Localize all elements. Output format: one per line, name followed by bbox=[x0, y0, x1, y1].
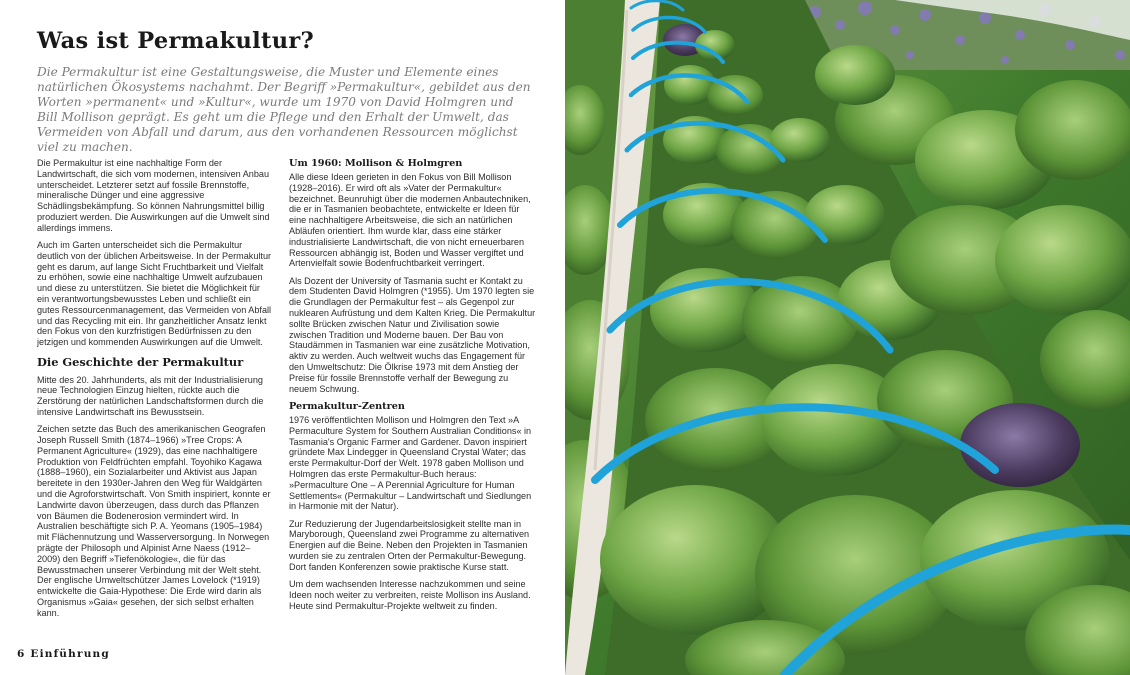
centers-paragraph-2: Zur Reduzierung der Jugendarbeitslosigkeit stellte man in Maryborough, Queensland zwei Programme zu alternativen Energien auf die Beine. Neben den Projekten in Tasmanien wurden sie zu zentralen Orten der Permakultur-Bewegung. Dort fanden Konferenzen sowie praktische Kurse statt. bbox=[289, 518, 530, 572]
history-paragraph-2: Zeichen setzte das Buch des amerikanischen Geografen Joseph Russell Smith (1874–1966) »Tree Crops: A Permanent Agriculture« (1929), das eine nachhaltigere Produktion von Feldfrüchten empfahl. Toyohiko Kagawa (1888–1960), ein Sozialarbeiter und Aktivist aus Japan bereitete in den 1930er-Jahren den Weg für Waldgärten und die Agroforstwirtschaft. Von Smith inspiriert, konnte er Landwirte davon überzeugen, dass durch das Pflanzen von Bäumen die Bodenerosion vermindert wird. In Australien beschäftigte sich P. A. Yeomans (1905–1984) mit Flächennutzung und Wasserversorgung. In Norwegen prägte der Philosoph und Alpinist Arne Naess (1912–2009) den Begriff »Tiefenökologie«, die für das Bewusstmachen unserer Verbindung mit der Welt steht. Der englische Umweltschützer James Lovelock (*1919) entwickelte die Gaia-Hypothese: Die Erde wird darin als Organismus »Gaia« gesehen, der sich selbst erhalten kann. bbox=[37, 424, 271, 618]
centers-paragraph-3: Um dem wachsenden Interesse nachzukommen und seine Ideen noch weiter zu verbreiten, reiste Mollison ins Ausland. Heute sind Permakultur-Projekte weltweit zu finden. bbox=[289, 579, 531, 611]
photo-illustration bbox=[565, 0, 1130, 675]
history-paragraph-1: Mitte des 20. Jahrhunderts, als mit der Industrialisierung neue Technologien Einzug hielten, rückte auch die Zerstörung der natürlichen Landschaftsformen durch die intensive Landwirtschaft ins Bewusstsein. bbox=[37, 374, 264, 417]
mollison-paragraph-2: Als Dozent der University of Tasmania sucht er Kontakt zu dem Studenten David Holmgren (*1955). Um 1970 legten sie die Grundlagen der Permakultur fest – als Gegenpol zur nuklearen Aufrüstung und dem Kalten Krieg. Die Permakultur sollte Brücken zwischen Natur und Zivilisation sowie zwischen Tradition und Moderne bauen. Der Bau von Staudämmen in Tasmanien war eine zusätzliche Motivation, aktiv zu werden. Auch weltweit wuchs das Engagement für den Umweltschutz: Die Ölkrise 1973 mit dem Anstieg der Preise für fossile Brennstoffe verhalf der Bewegung zu neuem Schwung. bbox=[289, 275, 536, 394]
section-heading-centers: Permakultur-Zentren bbox=[289, 400, 405, 412]
lead-paragraph: Die Permakultur ist eine Gestaltungsweise, die Muster und Elemente eines natürlichen Ökosystems nachahmt. Der Begriff »Permakultur«, gebildet aus den Worten »permanent« und »Kultur«, wurde um 1970 von David Holmgren und Bill Mollison geprägt. Es geht um die Pflege und den Erhalt der Umwelt, das Vermeiden von Abfall und darum, aus den vorhandenen Ressourcen möglichst viel zu machen. bbox=[37, 65, 531, 155]
intro-paragraph-1: Die Permakultur ist eine nachhaltige Form der Landwirtschaft, die sich vom modernen, intensiven Anbau unterscheidet. Letzterer setzt auf fossile Brennstoffe, mineralische Dünger und eine aggressive Schädlingsbekämpfung. So können Nahrungsmittel billig produziert werden. Die Auswirkungen auf die Umwelt sind allerdings immens. bbox=[37, 158, 270, 233]
history-heading: Die Geschichte der Permakultur bbox=[37, 354, 244, 369]
page-footer: 6 Einführung bbox=[17, 648, 110, 660]
centers-paragraph-1: 1976 veröffentlichten Mollison und Holmgren den Text »A Permaculture System for Southern Australian Conditions« in Tasmania's Organic Farmer and Gardener. Davon inspiriert gründete Max Lindegger in Queensland Crystal Water; das erste Permakultur-Dorf der Welt. 1978 gaben Mollison und Holmgren das erste Permakultur-Buch heraus: »Permaculture One – A Perennial Agriculture for Human Settlements« (Permakultur – Landwirtschaft und Siedlungen in Harmonie mit der Natur). bbox=[289, 414, 532, 512]
page-title: Was ist Permakultur? bbox=[37, 28, 314, 54]
right-column bbox=[289, 158, 537, 618]
intro-paragraph-2: Auch im Garten unterscheidet sich die Permakultur deutlich von der üblichen Arbeitsweise. In der Permakultur geht es darum, auf lange Sicht Fruchtbarkeit und Vielfalt zu erhöhen, sowie eine nachhaltige Umwelt aufzubauen und diese zu unterstützen. Sie bietet die Möglichkeit für ein verantwortungsbewusstes Leben und schließt ein gutes Ressourcenmanagement, das Vermeiden von Abfall und das Recycling mit ein. Ihr ganzheitlicher Ansatz lenkt den Fokus von den kurzfristigen Bedürfnissen zu den jetzigen und kommenden Auswirkungen auf die Umwelt. bbox=[37, 240, 272, 348]
garden-bed-photo bbox=[565, 0, 1130, 675]
section-heading-1960: Um 1960: Mollison & Holmgren bbox=[289, 158, 463, 169]
left-column bbox=[37, 158, 272, 625]
mollison-paragraph-1: Alle diese Ideen gerieten in den Fokus von Bill Mollison (1928–2016). Er wird oft als »Vater der Permakultur« bezeichnet. Beunruhigt über die modernen Anbautechniken, die er in Tasmanien beobachtete, entwickelte er Ideen für eine nachhaltigere Arbeitsweise, die sich an natürlichen Abläufen orientiert. Ihm wurde klar, dass eine stärker industrialisierte Landwirtschaft, die von nicht erneuerbaren Ressourcen abhängig ist, Boden und Wasser vergiftet und Artenvielfalt sowie Bodenfruchtbarkeit verringert. bbox=[289, 172, 531, 269]
